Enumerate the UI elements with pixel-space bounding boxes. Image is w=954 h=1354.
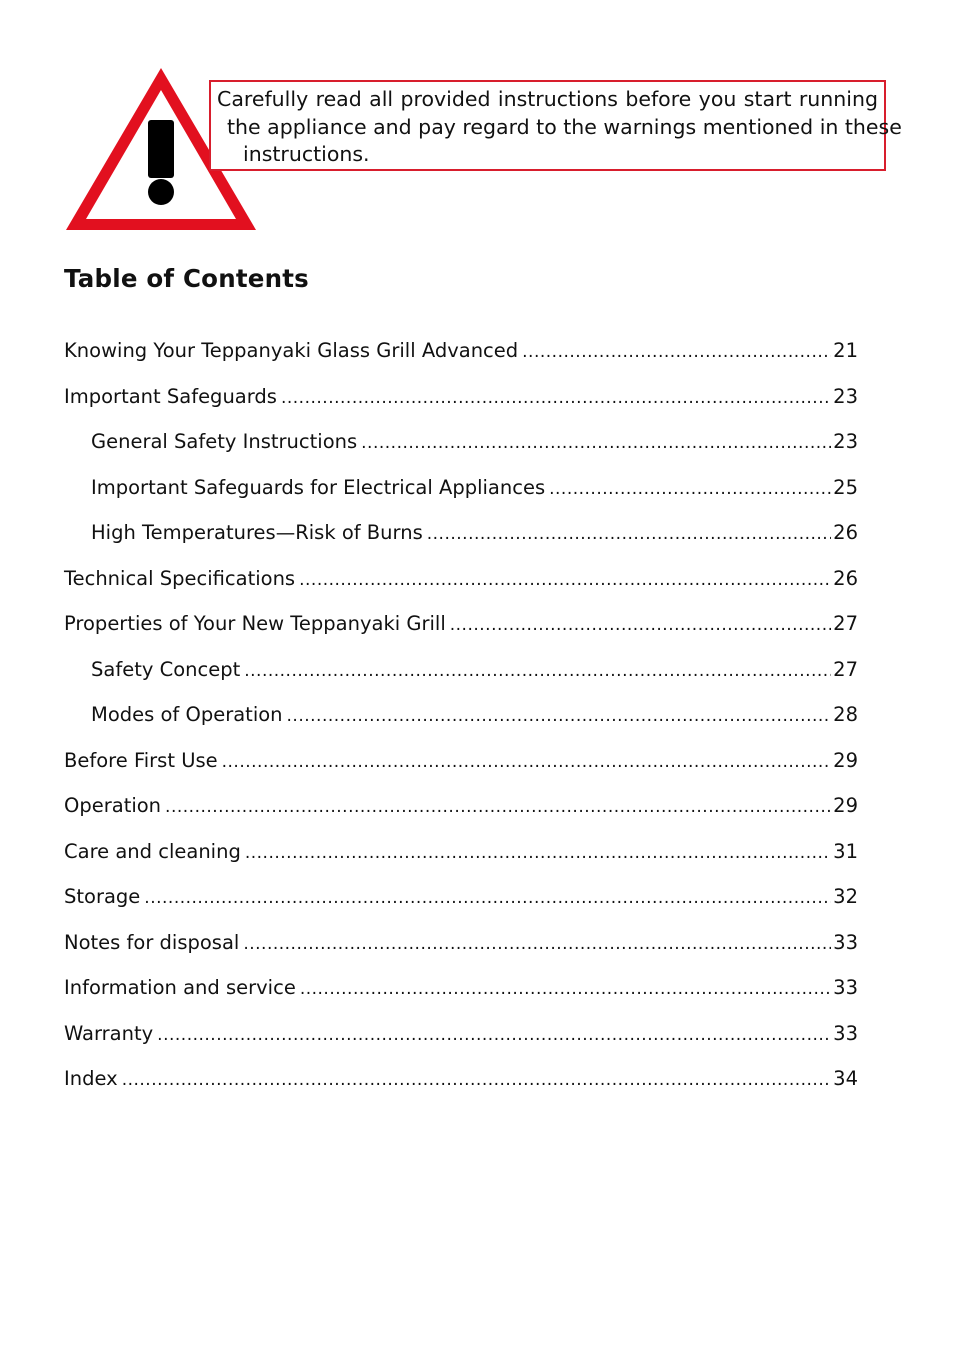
toc-entry-page-number: 33 — [833, 1021, 858, 1045]
warning-line-2: the appliance and pay regard to the warnings mentioned in these — [227, 114, 902, 139]
toc-entry-page-number: 26 — [833, 521, 858, 544]
toc-entry-page-number: 31 — [833, 839, 858, 863]
toc-title: Table of Contents — [64, 264, 309, 293]
warning-notice — [209, 80, 902, 171]
toc-entry-label: Important Safeguards for Electrical Appliances — [91, 475, 546, 499]
toc-dot-leader — [243, 934, 831, 954]
toc-entry-page-number: 33 — [833, 976, 858, 999]
toc-dot-leader — [222, 752, 832, 772]
toc-entry-page-number: 34 — [833, 1067, 858, 1090]
toc-dot-leader — [522, 342, 831, 362]
toc-entry[interactable] — [64, 931, 858, 977]
toc-entry-label: Modes of Operation — [91, 703, 283, 726]
toc-entry-page-number: 27 — [833, 612, 858, 635]
toc-entry[interactable] — [64, 749, 858, 795]
toc-dot-leader — [427, 524, 831, 544]
toc-entry-label: Index — [64, 1067, 118, 1090]
toc-entry-page-number: 32 — [833, 885, 858, 908]
toc-entry[interactable] — [64, 1022, 858, 1068]
toc-entry-label: Storage — [64, 885, 141, 908]
toc-entry-page-number: 23 — [833, 430, 858, 453]
toc-entry[interactable] — [64, 658, 858, 704]
toc-entry-page-number: 27 — [833, 657, 858, 681]
toc-entry-label: High Temperatures—Risk of Burns — [91, 521, 423, 544]
toc-entry[interactable] — [64, 476, 858, 522]
toc-entry-page-number: 21 — [833, 339, 858, 362]
toc-entry-page-number: 29 — [833, 794, 858, 817]
toc-entry-label: Before First Use — [64, 748, 218, 772]
toc-entry-label: Technical Specifications — [64, 566, 296, 590]
toc-dot-leader — [450, 615, 831, 635]
toc-entry-page-number: 29 — [833, 748, 858, 772]
toc-entry[interactable] — [64, 1067, 858, 1113]
toc-entry-label: Warranty — [64, 1021, 154, 1045]
toc-entry-page-number: 26 — [833, 566, 858, 590]
toc-entry[interactable] — [64, 885, 858, 931]
toc-entry-page-number: 23 — [833, 384, 858, 408]
toc-entry[interactable] — [64, 521, 858, 567]
toc-entry-page-number: 28 — [833, 703, 858, 726]
toc-dot-leader — [281, 388, 831, 408]
toc-dot-leader — [144, 888, 831, 908]
toc-entry-label: Notes for disposal — [64, 930, 240, 954]
toc-dot-leader — [244, 661, 831, 681]
toc-entry-label: General Safety Instructions — [91, 430, 358, 453]
toc-dot-leader — [361, 433, 831, 453]
toc-entry[interactable] — [64, 840, 858, 886]
toc-entry-label: Information and service — [64, 976, 296, 999]
toc-entry[interactable] — [64, 385, 858, 431]
toc-dot-leader — [122, 1070, 831, 1090]
toc-entry-label: Important Safeguards — [64, 384, 277, 408]
toc-entry[interactable] — [64, 430, 858, 476]
toc-entry[interactable] — [64, 567, 858, 613]
toc-entry[interactable] — [64, 703, 858, 749]
toc-entry[interactable] — [64, 794, 858, 840]
toc-entry[interactable] — [64, 612, 858, 658]
toc-dot-leader — [165, 797, 831, 817]
toc-entry[interactable] — [64, 339, 858, 385]
toc-dot-leader — [245, 843, 831, 863]
toc-dot-leader — [157, 1025, 831, 1045]
toc-entry-page-number: 33 — [833, 930, 858, 954]
toc-entry-label: Properties of Your New Teppanyaki Grill — [64, 612, 446, 635]
toc-dot-leader — [300, 979, 831, 999]
toc-entry-label: Safety Concept — [91, 657, 241, 681]
toc-entry[interactable] — [64, 976, 858, 1022]
toc-dot-leader — [549, 479, 831, 499]
toc-dot-leader — [299, 570, 831, 590]
toc-entry-label: Knowing Your Teppanyaki Glass Grill Advanced — [64, 339, 519, 362]
table-of-contents — [64, 339, 858, 1113]
toc-dot-leader — [287, 706, 832, 726]
toc-entry-label: Care and cleaning — [64, 839, 241, 863]
toc-entry-page-number: 25 — [833, 475, 858, 499]
warning-line-3: instructions. — [243, 142, 370, 166]
warning-line-1: Carefully read all provided instructions before you start running — [217, 87, 878, 111]
toc-entry-label: Operation — [64, 794, 162, 817]
